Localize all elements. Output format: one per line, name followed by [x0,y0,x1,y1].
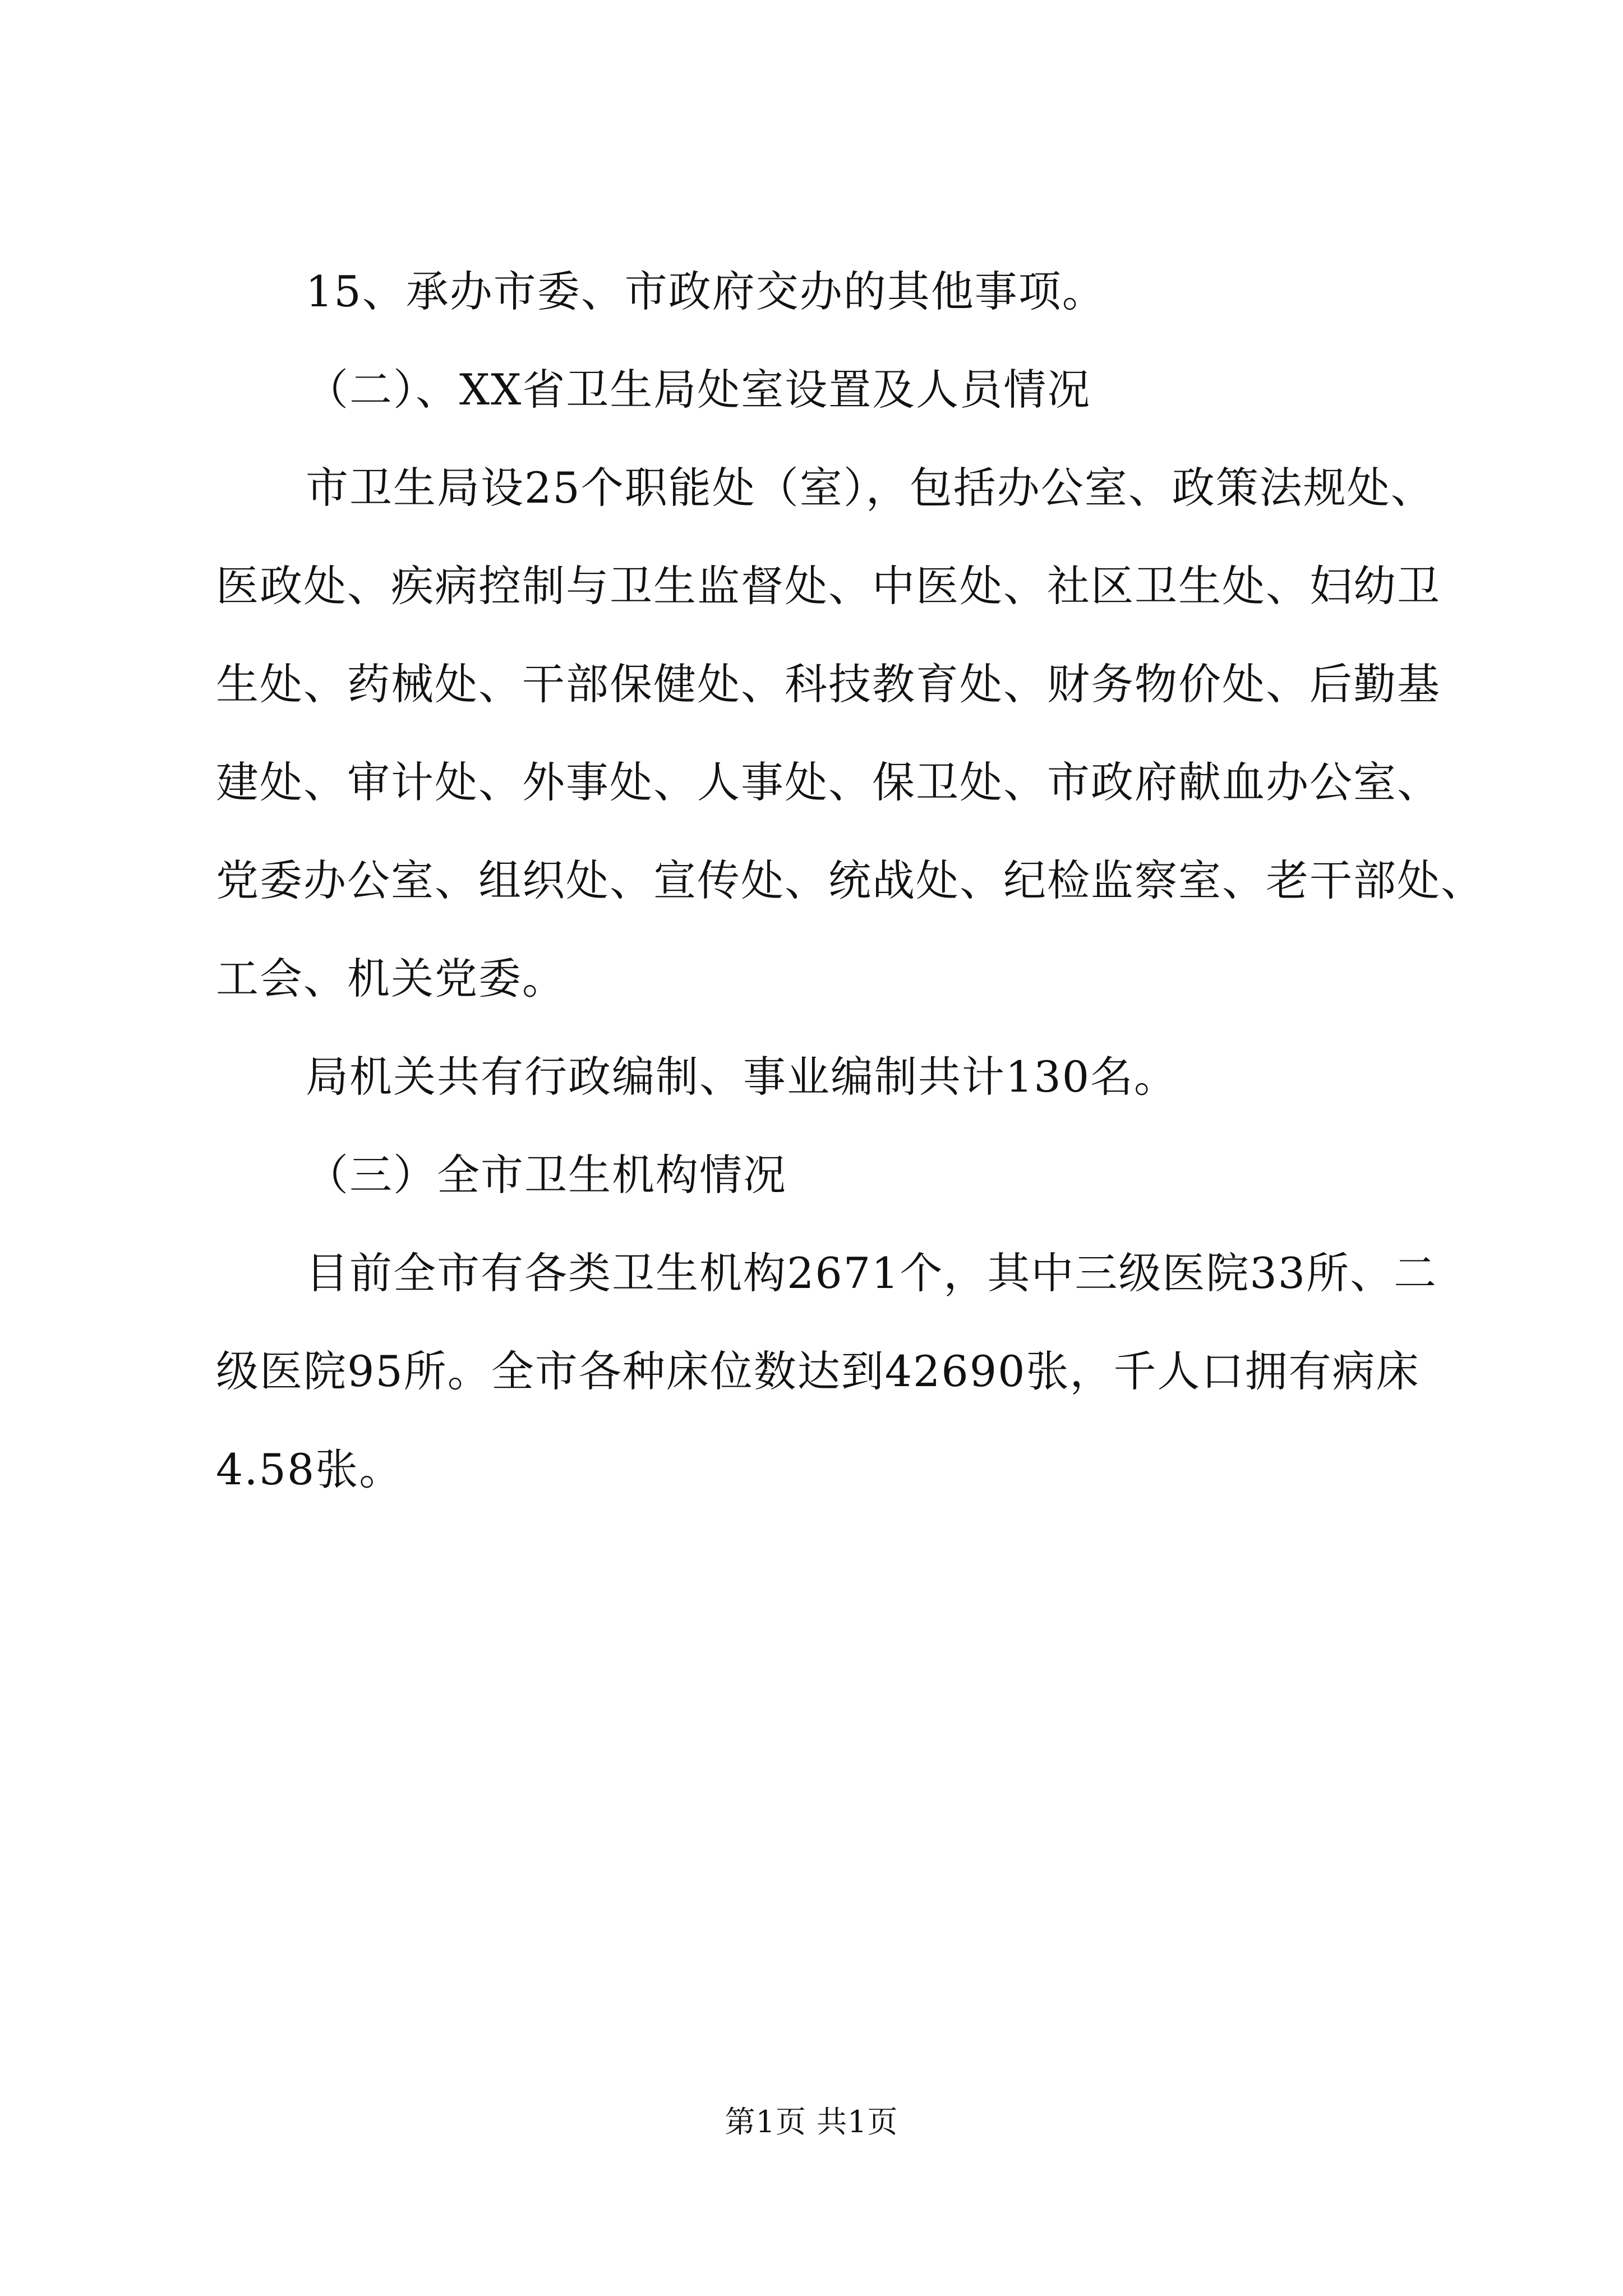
paragraph-line: 级医院95所。全市各种床位数达到42690张，千人口拥有病床 [216,1346,1420,1396]
page-number-footer: 第1页 共1页 [725,2104,898,2139]
paragraph-line: 生处、药械处、干部保健处、科技教育处、财务物价处、后勤基 [216,659,1441,709]
paragraph-line: 建处、审计处、外事处、人事处、保卫处、市政府献血办公室、 [216,757,1441,807]
paragraph-line: 工会、机关党委。 [216,954,566,1004]
section-3-heading: （三）全市卫生机构情况 [306,1150,787,1200]
item-15-text: 15、承办市委、市政府交办的其他事项。 [306,266,1106,316]
paragraph-line: 目前全市有各类卫生机构2671个，其中三级医院33所、二 [306,1248,1438,1298]
paragraph-line: 市卫生局设25个职能处（室），包括办公室、政策法规处、 [306,463,1435,513]
paragraph-line: 4.58张。 [216,1444,403,1494]
paragraph-line: 党委办公室、组织处、宣传处、统战处、纪检监察室、老干部处、 [216,855,1484,905]
staffing-line: 局机关共有行政编制、事业编制共计130名。 [306,1052,1178,1102]
section-2-heading: （二）、XX省卫生局处室设置及人员情况 [306,365,1091,415]
paragraph-line: 医政处、疾病控制与卫生监督处、中医处、社区卫生处、妇幼卫 [216,561,1441,611]
